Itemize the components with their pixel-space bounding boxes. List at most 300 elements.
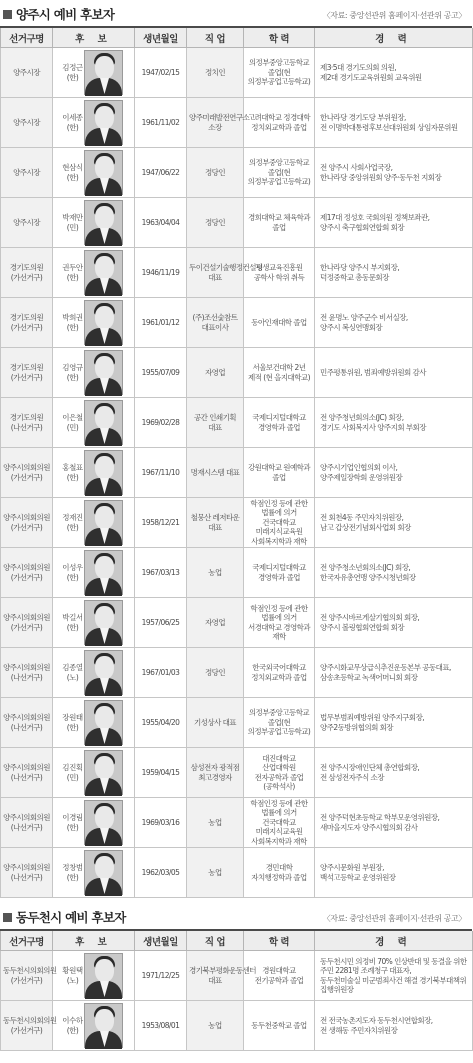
career-line: 삼송초등학교 녹색어머니회 회장 [320,672,418,682]
education-cell: 경민대학 자치행정학과 졸업 [244,848,315,898]
candidate-cell [53,598,135,648]
candidate-photo [84,350,123,395]
job-header: 직 업 [187,931,244,951]
candidate-photo [84,650,123,695]
party-label: (노) [66,975,79,985]
education-cell: 학점인정 등에 관한 법률에 의거 건국대학교 미래지식교육원 사회복지학과 재학 [244,498,315,548]
party-label: (한) [66,72,79,82]
career-cell [315,598,473,648]
education-cell: 국제디지털대학교 경영학과 졸업 [244,548,315,598]
candidate-photo [84,953,123,998]
photo-face [95,856,114,879]
education-cell: 고려대학교 정경대학 정치외교학과 졸업 [244,98,315,148]
candidate-name: 정창범 [62,863,83,872]
table-row [1,951,473,1001]
job-cell: 경기북부평화운동센터 대표 [187,951,244,1001]
birth-cell: 1961/11/02 [135,98,187,148]
header-row [1,931,473,951]
career-cell [315,548,473,598]
candidate-name: 권두안 [62,263,83,272]
career-line: 동두천미술실 미군범죄사건 해결 경기북부대책위 집행위원장 [320,975,467,994]
career-line: 전 회천4동 주민자치위원장, [320,513,404,522]
district-cell: 양주시장 [1,148,53,198]
party-label: (민) [66,772,79,782]
candidate-name: 현삼식 [62,163,83,172]
candidate-photo [84,50,123,95]
candidate-name-block [64,363,81,382]
candidate-inner [54,200,133,245]
career-cell [315,498,473,548]
career-line: 한나라당 양주시 부지회장, [320,263,400,272]
candidate-cell [53,98,135,148]
table-row [1,298,473,348]
photo-face [95,756,114,779]
candidate-name: 이세종 [62,113,83,122]
square-bullet-icon [3,913,12,922]
birth-header: 생년월일 [135,931,187,951]
photo-face [95,656,114,679]
candidate-cell [53,448,135,498]
party-label: (노) [66,672,79,682]
photo-face [95,456,114,479]
source-note: 〈자료: 중앙선관위 홈페이지·선관위 공고〉 [322,914,466,923]
education-cell: 한국외국어대학교 정치외교학과 졸업 [244,648,315,698]
birth-cell: 1958/12/21 [135,498,187,548]
career-line: 전 양주덕현초등학교 학부모운영위원장, [320,813,440,822]
candidate-photo [84,200,123,245]
candidate-table [0,931,473,1051]
education-cell: 평생교육진흥원 공학사 학위 취득 [244,248,315,298]
table-row [1,98,473,148]
district-cell: 양주시의회의원(나선거구) [1,848,53,898]
district-cell: 경기도의원(나선거구) [1,398,53,448]
table-row [1,198,473,248]
candidate-name-block [64,713,81,732]
job-cell: 명재시스템 대표 [187,448,244,498]
section-title [3,908,126,929]
candidate-cell [53,248,135,298]
party-label: (한) [66,1025,79,1035]
career-line: 전 생해동 주민자치위원장 [320,1025,398,1035]
candidate-name: 김진획 [62,763,83,772]
birth-cell: 1967/01/03 [135,648,187,698]
candidate-name: 김정근 [62,63,83,72]
job-cell: 자영업 [187,348,244,398]
photo-face [95,606,114,629]
candidate-cell [53,648,135,698]
career-line: 제2대 경기도교육위원회 교육위원 [320,72,422,82]
career-cell [315,648,473,698]
career-line: 양주시 축구협회연합회 회장 [320,222,405,232]
party-label: (한) [66,322,79,332]
table-row [1,698,473,748]
party-label: (한) [66,272,79,282]
district-cell: 동두천시의회의원(가선거구) [1,951,53,1001]
candidate-name-block [64,663,81,682]
job-cell: 농업 [187,848,244,898]
career-cell [315,698,473,748]
photo-face [95,356,114,379]
photo-face [95,1009,114,1032]
table-row [1,1001,473,1051]
candidate-inner [54,1003,133,1048]
birth-cell: 1962/03/05 [135,848,187,898]
birth-cell: 1953/08/01 [135,1001,187,1051]
career-line: 한나라당 경기도당 부위원장, [320,113,406,122]
career-line: 양주시 볼링협회연합회 회장 [320,622,405,632]
candidate-cell [53,498,135,548]
job-cell: 두이건설기술행정컨설팅 대표 [187,248,244,298]
photo-face [95,706,114,729]
career-line: 전 양주시장애인단체 총연합회장, [320,763,420,772]
party-label: (한) [66,472,79,482]
table-row [1,598,473,648]
candidate-name: 이성우 [62,563,83,572]
career-cell [315,148,473,198]
candidate-photo [84,450,123,495]
candidate-name: 김종열 [62,663,83,672]
party-label: (한) [66,622,79,632]
career-line: 전 삼성전자주식 소장 [320,772,384,782]
birth-cell: 1959/04/15 [135,748,187,798]
job-cell: 정당인 [187,148,244,198]
candidate-photo [84,750,123,795]
candidate-name-block [64,613,81,632]
district-cell: 양주시의회의원(나선거구) [1,798,53,848]
table-row [1,798,473,848]
section-dongducheon [0,903,472,1051]
candidate-photo [84,100,123,145]
party-label: (민) [66,422,79,432]
candidate-name-block [64,863,81,882]
career-line: 민주평통위원, 범죄예방위원회 감사 [320,367,426,377]
candidate-cell [53,548,135,598]
table-row [1,648,473,698]
candidate-cell [53,148,135,198]
candidate-name-block [64,213,81,232]
table-row [1,48,473,98]
candidate-photo [84,600,123,645]
candidate-name-block [64,1016,81,1035]
candidate-name: 이경림 [62,813,83,822]
career-cell [315,798,473,848]
career-line: 전 이명박대통령후보선대위원회 상임자문위원 [320,122,458,132]
candidate-inner [54,50,133,95]
candidate-photo [84,1003,123,1048]
table-row [1,348,473,398]
job-cell: 기성상사 대표 [187,698,244,748]
candidate-name: 황원택 [62,966,83,975]
table-row [1,248,473,298]
education-cell: 의정부중앙고등학교 졸업(현 의정부공업고등학교) [244,48,315,98]
candidate-cell [53,398,135,448]
photo-face [95,256,114,279]
candidate-inner [54,450,133,495]
photo-face [95,156,114,179]
candidate-inner [54,250,133,295]
district-cell: 양주시의회의원(가선거구) [1,498,53,548]
candidate-name: 홍철표 [62,463,83,472]
table-row [1,848,473,898]
district-cell: 경기도의원(가선거구) [1,348,53,398]
career-line: 새마을지도자 양주시협의회 감사 [320,822,418,832]
candidate-inner [54,750,133,795]
career-line: 전 양주시바르게살기협의회 회장, [320,613,420,622]
education-cell: 학점인정 등에 관한 법률에 의거 건국대학교 미래지식교육원 사회복지학과 재학 [244,798,315,848]
section-title-text: 동두천시 예비 후보자 [16,910,126,925]
candidate-name: 이은철 [62,413,83,422]
photo-face [95,556,114,579]
education-cell: 서울보건대학 2년 제적 (현 을지대학교) [244,348,315,398]
candidate-inner [54,150,133,195]
photo-face [95,106,114,129]
district-header: 선거구명 [1,931,53,951]
education-cell: 강원대학교 원예학과 졸업 [244,448,315,498]
section-title-text: 양주시 예비 후보자 [16,7,115,22]
career-cell [315,398,473,448]
party-label: (한) [66,122,79,132]
career-line: 남고 갑상전기념회사업회 회장 [320,522,411,532]
birth-cell: 1947/06/22 [135,148,187,198]
career-cell [315,1001,473,1051]
career-line: 양주시문화원 부원장, [320,863,384,872]
district-cell: 양주시장 [1,198,53,248]
party-label: (민) [66,222,79,232]
candidate-name-block [64,163,81,182]
career-line: 전 전국농촌지도자 동두천시연합회장, [320,1016,433,1025]
district-header: 선거구명 [1,28,53,48]
candidate-inner [54,500,133,545]
career-line: 양주시 복싱연맹회장 [320,322,383,332]
candidate-name-block [64,263,81,282]
candidate-inner [54,953,133,998]
candidate-photo [84,150,123,195]
birth-header: 생년월일 [135,28,187,48]
candidate-name-block [64,763,81,782]
candidate-cell [53,951,135,1001]
district-cell: 경기도의원(가선거구) [1,298,53,348]
candidate-inner [54,600,133,645]
career-cell [315,298,473,348]
candidate-inner [54,650,133,695]
candidate-cell [53,348,135,398]
candidate-inner [54,300,133,345]
district-cell: 양주시의회의원(가선거구) [1,548,53,598]
job-cell: 철뭉산 레저타운 대표 [187,498,244,548]
job-cell: 공간 인쇄기획 대표 [187,398,244,448]
table-row [1,398,473,448]
candidate-inner [54,550,133,595]
table-row [1,548,473,598]
career-line: 경기도 사회복지사 양주지회 부회장 [320,422,426,432]
education-cell: 대진대학교 산업대학원 전자공학과 졸업(공학석사) [244,748,315,798]
candidate-cell [53,748,135,798]
education-header: 학 력 [244,28,315,48]
district-cell: 양주시의회의원(가선거구) [1,448,53,498]
career-header: 경 력 [315,931,473,951]
candidate-header: 후 보 [53,931,135,951]
candidate-photo [84,850,123,895]
education-header: 학 력 [244,931,315,951]
district-cell: 양주시의회의원(나선거구) [1,648,53,698]
career-cell [315,98,473,148]
photo-face [95,506,114,529]
job-cell: 삼성전자 광적점 최고경영자 [187,748,244,798]
career-line: 양주시기업인협의회 이사, [320,463,398,472]
career-cell [315,248,473,298]
education-cell: 의정부중앙고등학교 졸업(현 의정부공업고등학교) [244,148,315,198]
birth-cell: 1969/02/28 [135,398,187,448]
job-cell: 농업 [187,1001,244,1051]
education-cell: 국제디지털대학교 경영학과 졸업 [244,398,315,448]
job-cell: 양주미래발전연구소 소장 [187,98,244,148]
party-label: (한) [66,872,79,882]
section-header [0,903,472,931]
career-cell [315,198,473,248]
candidate-name: 장원태 [62,713,83,722]
candidate-photo [84,700,123,745]
candidate-name: 정재진 [62,513,83,522]
birth-cell: 1969/03/16 [135,798,187,848]
candidate-photo [84,400,123,445]
education-cell: 의정부중앙고등학교 졸업(현 의정부공업고등학교) [244,698,315,748]
birth-cell: 1967/11/10 [135,448,187,498]
candidate-cell [53,1001,135,1051]
district-cell: 양주시의회의원(나선거구) [1,748,53,798]
candidate-header: 후 보 [53,28,135,48]
career-line: 한국자유총연맹 양주시청년회장 [320,572,416,582]
photo-face [95,56,114,79]
career-line: 제3·5대 경기도의회 의원, [320,63,397,72]
career-line: 양주시화교무상급식추진운동본부 공동대표, [320,663,451,672]
birth-cell: 1967/03/13 [135,548,187,598]
birth-cell: 1946/11/19 [135,248,187,298]
career-line: 전 양주시 사회사업국장, [320,163,393,172]
square-bullet-icon [3,10,12,19]
career-header: 경 력 [315,28,473,48]
district-cell: 동두천시의회의원(가선거구) [1,1001,53,1051]
career-line: 법무부범죄예방위원 양주지구회장, [320,713,425,722]
career-cell [315,951,473,1001]
job-cell: 정당인 [187,648,244,698]
candidate-name-block [64,63,81,82]
job-cell: 자영업 [187,598,244,648]
education-cell: 경원대학교 전기공학과 졸업 [244,951,315,1001]
career-line: 제17대 정성호 국회의원 정책보좌관, [320,213,430,222]
candidate-name-block [64,513,81,532]
candidate-name-block [64,313,81,332]
job-cell: 정당인 [187,198,244,248]
birth-cell: 1971/12/25 [135,951,187,1001]
candidate-name-block [64,413,81,432]
birth-cell: 1955/04/20 [135,698,187,748]
photo-face [95,959,114,982]
candidate-name-block [64,463,81,482]
career-line: 전 윤명노 양주군수 비서실장, [320,313,408,322]
candidate-name: 김영규 [62,363,83,372]
candidate-cell [53,198,135,248]
candidate-inner [54,350,133,395]
table-row [1,148,473,198]
party-label: (한) [66,572,79,582]
candidate-name-block [64,113,81,132]
candidate-photo [84,500,123,545]
photo-face [95,806,114,829]
table-row [1,498,473,548]
education-cell: 동두천중학교 졸업 [244,1001,315,1051]
career-cell [315,48,473,98]
education-cell: 학점인정 등에 관한 법률에 의거 서경대학교 경영학과 재학 [244,598,315,648]
candidate-photo [84,250,123,295]
photo-face [95,306,114,329]
candidate-table [0,28,473,898]
section-header [0,0,472,28]
birth-cell: 1961/01/12 [135,298,187,348]
career-line: 전 양주청소년회의소(JC) 회장, [320,563,411,572]
party-label: (한) [66,822,79,832]
career-cell [315,448,473,498]
party-label: (한) [66,372,79,382]
career-line: 동두천시민 의정비 70% 인상반대 및 동결을 위한 주민 2281명 조례청구 대표자, [320,956,467,975]
birth-cell: 1955/07/09 [135,348,187,398]
education-cell: 경희대학교 체육학과 졸업 [244,198,315,248]
candidate-cell [53,798,135,848]
district-cell: 양주시장 [1,98,53,148]
district-cell: 양주시의회의원(가선거구) [1,598,53,648]
party-label: (한) [66,722,79,732]
candidate-cell [53,298,135,348]
job-cell: 정치인 [187,48,244,98]
career-line: 덕정중학교 총동문회장 [320,272,389,282]
photo-face [95,406,114,429]
career-cell [315,348,473,398]
job-header: 직 업 [187,28,244,48]
candidate-cell [53,48,135,98]
district-cell: 양주시장 [1,48,53,98]
career-cell [315,848,473,898]
table-row [1,748,473,798]
candidate-cell [53,848,135,898]
party-label: (한) [66,522,79,532]
candidate-inner [54,400,133,445]
birth-cell: 1947/02/15 [135,48,187,98]
table-row [1,448,473,498]
career-line: 양주2동방위협의회 회장 [320,722,394,732]
career-line: 한나라당 중앙위원회 양주·동두천 지회장 [320,172,442,182]
district-cell: 경기도의원(가선거구) [1,248,53,298]
job-cell: (주)조선숯참트 대표이사 [187,298,244,348]
education-cell: 동아인재대학 졸업 [244,298,315,348]
candidate-name-block [64,966,81,985]
section-title [3,5,114,26]
candidate-photo [84,300,123,345]
birth-cell: 1963/04/04 [135,198,187,248]
career-line: 전 양주청년회의소(JC) 회장, [320,413,404,422]
candidate-photo [84,800,123,845]
candidate-inner [54,850,133,895]
candidate-inner [54,100,133,145]
job-cell: 농업 [187,548,244,598]
candidate-inner [54,800,133,845]
career-line: 양주제일장학회 운영위원장 [320,472,403,482]
candidate-inner [54,700,133,745]
source-note: 〈자료: 중앙선관위 홈페이지·선관위 공고〉 [322,11,466,20]
party-label: (한) [66,172,79,182]
header-row [1,28,473,48]
candidate-name: 박희권 [62,313,83,322]
candidate-name: 박길서 [62,613,83,622]
career-line: 백석고등학교 운영위원장 [320,872,396,882]
